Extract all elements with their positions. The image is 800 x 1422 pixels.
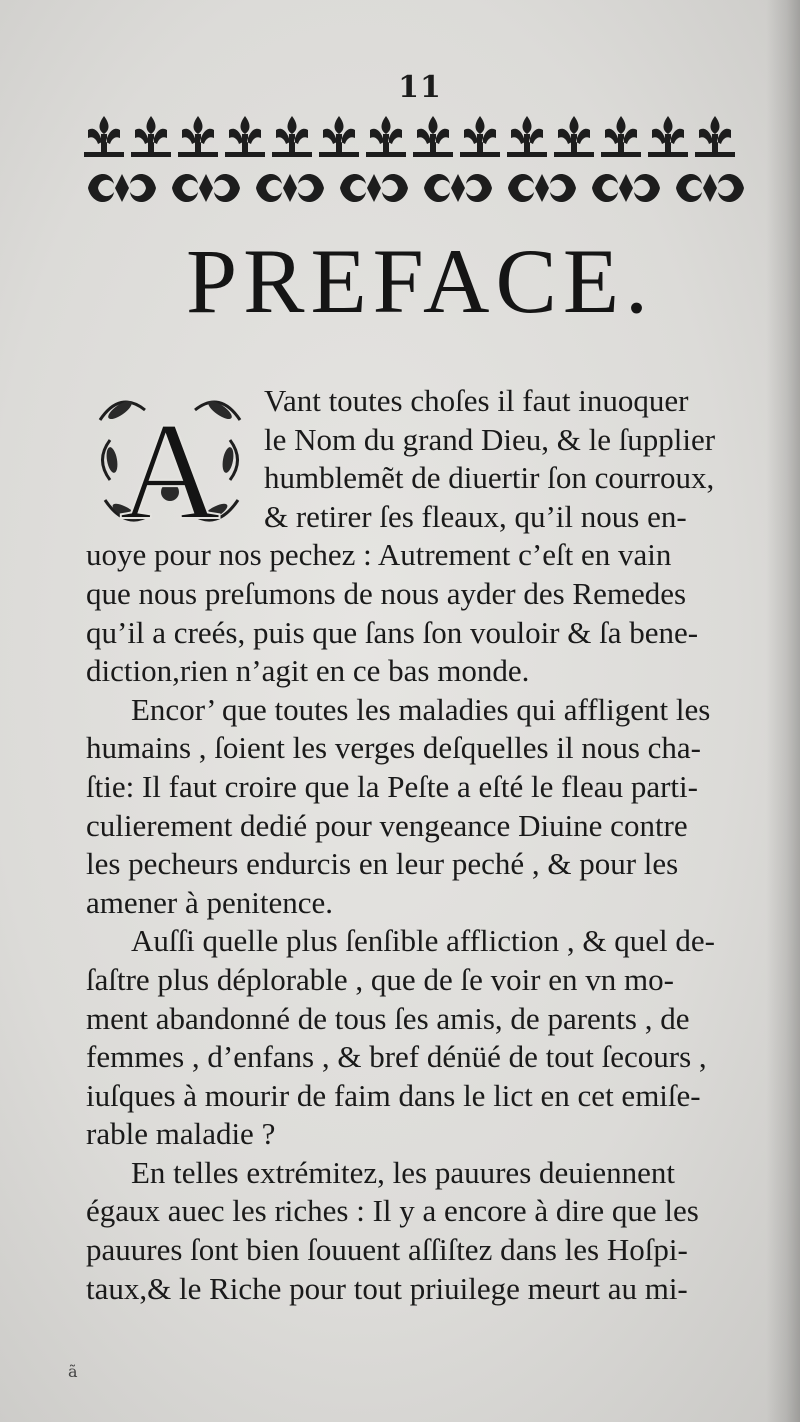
paragraph-1 — [86, 382, 756, 691]
text-line: égaux auec les riches : Il y a encore à dire que les — [86, 1193, 699, 1229]
text-line: qu’il a creés, puis que ſans ſon vouloir & ſa bene- — [86, 614, 699, 650]
text-line: diction,rien n’agit en ce bas monde. — [86, 653, 530, 689]
signature-mark: ã — [68, 1362, 78, 1381]
fleuron-top — [554, 116, 594, 157]
fleuron-top — [178, 116, 218, 157]
page-title: PREFACE. — [185, 230, 655, 332]
fleuron-top — [507, 116, 547, 157]
fleuron-bottom — [88, 174, 156, 202]
body-text — [86, 382, 756, 1308]
fleuron-bottom — [508, 174, 576, 202]
text-line: Auſſi quelle plus ſenſible affliction , & quel de- — [131, 923, 715, 959]
text-line: culierement dedié pour vengeance Diuine contre — [86, 807, 688, 843]
fleuron-ornament-band — [82, 108, 747, 218]
fleuron-top — [319, 116, 359, 157]
text-line: En telles extrémitez, les pauures deuiennent — [131, 1154, 676, 1190]
text-line: femmes , d’enfans , & bref dénüé de tout ſecours , — [86, 1039, 707, 1075]
text-line: Vant toutes choſes il faut inuoquer — [264, 383, 689, 418]
fleuron-top — [601, 116, 641, 157]
fleuron-bottom — [424, 174, 492, 202]
text-line: humains , ſoient les verges deſquelles il nous cha- — [86, 730, 701, 766]
drop-cap-letter: A — [119, 394, 221, 540]
fleuron-bottom — [676, 174, 744, 202]
paragraph-4 — [86, 1154, 756, 1308]
text-line: amener à penitence. — [86, 884, 333, 920]
fleuron-bottom — [592, 174, 660, 202]
text-line: ment abandonné de tous ſes amis, de parents , de — [86, 1000, 690, 1036]
fleuron-top — [84, 116, 124, 157]
text-line: ſtie: Il faut croire que la Peſte a eſté le fleau parti- — [86, 768, 698, 804]
text-line: rable maladie ? — [86, 1116, 276, 1152]
fleuron-top — [413, 116, 453, 157]
fleuron-bottom — [172, 174, 240, 202]
fleuron-top — [695, 116, 735, 157]
text-line: pauures ſont bien ſouuent aſſiſtez dans les Hoſpi- — [86, 1232, 688, 1268]
fleuron-top — [648, 116, 688, 157]
page-gutter-shadow — [766, 0, 800, 1422]
text-line: Encor’ que toutes les maladies qui affligent les — [131, 691, 711, 727]
page-number: 11 — [398, 70, 442, 105]
fleuron-bottom — [256, 174, 324, 202]
fleuron-bottom — [340, 174, 408, 202]
fleuron-top — [131, 116, 171, 157]
paragraph-2 — [86, 691, 756, 923]
fleuron-top — [460, 116, 500, 157]
text-line: ſaſtre plus déplorable , que de ſe voir en vn mo- — [86, 961, 674, 997]
fleuron-top — [272, 116, 312, 157]
fleuron-top — [366, 116, 406, 157]
fleuron-top — [225, 116, 265, 157]
text-line: humblemẽt de diuertir ſon courroux, — [264, 460, 715, 496]
text-line: le Nom du grand Dieu, & le ſupplier — [264, 421, 716, 457]
text-line: les pecheurs endurcis en leur peché , & pour les — [86, 846, 679, 882]
text-line: que nous preſumons de nous ayder des Remedes — [86, 575, 687, 611]
text-line: & retirer ſes fleaux, qu’il nous en- — [264, 498, 687, 534]
paragraph-3 — [86, 922, 756, 1154]
text-line: uoye pour nos pechez : Autrement c’eſt en vain — [86, 537, 672, 573]
text-line: taux,& le Riche pour tout priuilege meurt au mi- — [86, 1270, 688, 1306]
text-line: iuſques à mourir de faim dans le lict en cet emiſe- — [86, 1077, 701, 1113]
